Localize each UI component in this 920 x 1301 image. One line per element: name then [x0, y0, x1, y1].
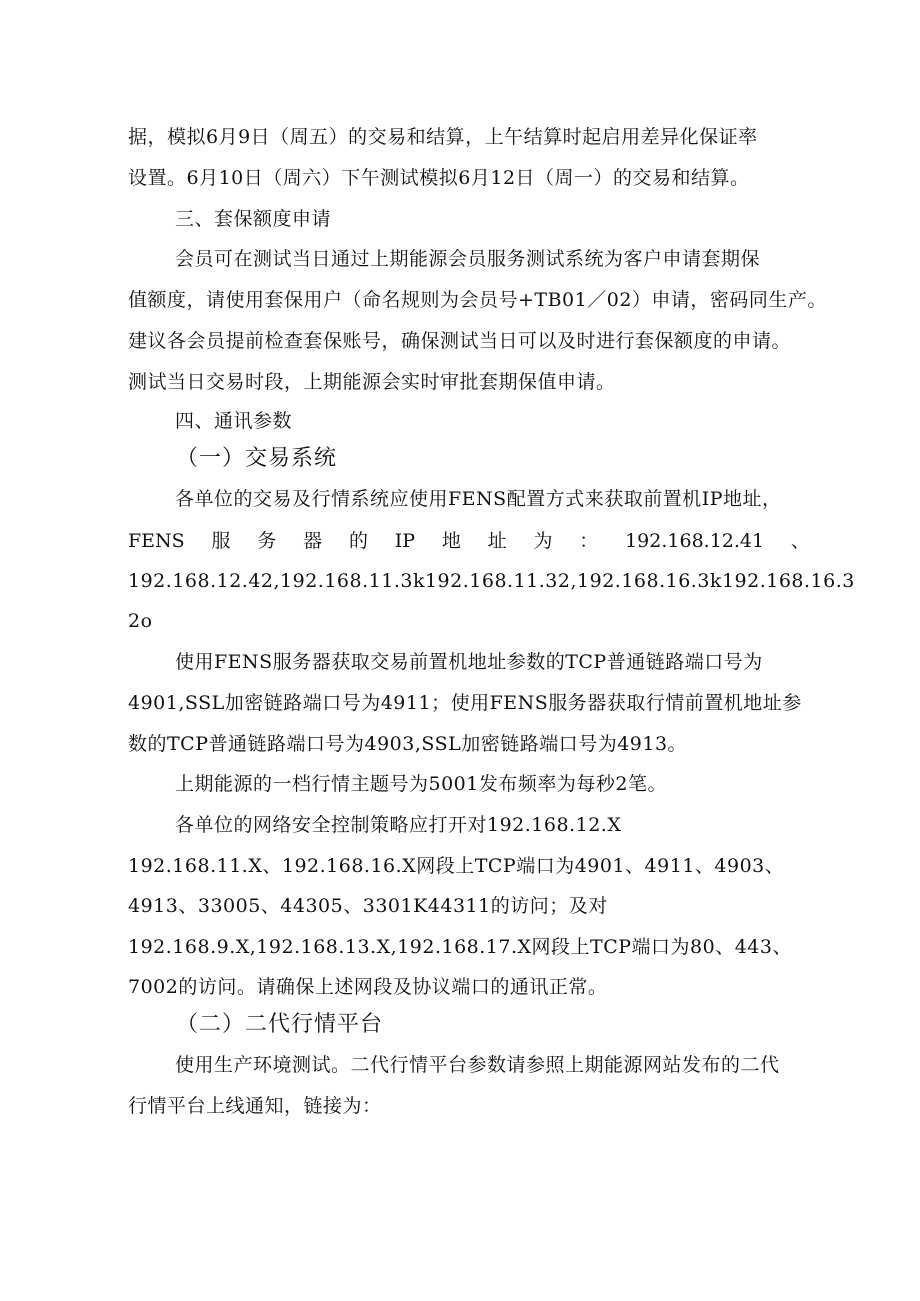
paragraph-line: 2o: [128, 610, 153, 632]
paragraph-line: 4901,SSL加密链路端口号为4911；使用FENS服务器获取行情前置机地址参: [128, 692, 802, 714]
paragraph-line: 192.168.12.42,192.168.11.3k192.168.11.32,192.168.16.3k192.168.16.3: [128, 570, 855, 592]
word: 器: [303, 530, 323, 552]
word: 服: [211, 530, 231, 552]
word: 、: [790, 530, 810, 552]
fens-server-line: [128, 528, 810, 554]
paragraph-line: 192.168.9.X,192.168.13.X,192.168.17.X网段上TCP端口为80、443、: [128, 936, 792, 958]
paragraph-line: 使用FENS服务器获取交易前置机地址参数的TCP普通链路端口号为: [175, 651, 763, 673]
subsection-heading-market-data: （二）二代行情平台: [176, 1012, 384, 1037]
paragraph-line: 192.168.11.X、192.168.16.X网段上TCP端口为4901、4911、4903、: [128, 855, 785, 877]
paragraph-line: 测试当日交易时段，上期能源会实时审批套期保值申请。: [128, 371, 616, 393]
paragraph-line: 使用生产环境测试。二代行情平台参数请参照上期能源网站发布的二代: [175, 1054, 780, 1076]
paragraph-line: 4913、33005、44305、3301K44311的访问；及对: [128, 895, 608, 917]
subsection-heading-trading: （一）交易系统: [176, 446, 338, 471]
word: 192.168.12.41: [625, 530, 765, 552]
paragraph-line: 数的TCP普通链路端口号为4903,SSL加密链路端口号为4913。: [128, 733, 688, 755]
paragraph-line: 各单位的交易及行情系统应使用FENS配置方式来获取前置机IP地址，: [175, 488, 782, 510]
word: ：: [579, 530, 599, 552]
paragraph-line: 各单位的网络安全控制策略应打开对192.168.12.X: [175, 814, 622, 836]
section-heading-4: 四、通讯参数: [175, 410, 293, 432]
word: 址: [487, 530, 507, 552]
paragraph-line: 行情平台上线通知，链接为：: [128, 1095, 382, 1117]
section-heading-3: 三、套保额度申请: [175, 208, 332, 230]
paragraph-line: 上期能源的一档行情主题号为5001发布频率为每秒2笔。: [175, 773, 667, 795]
word: FENS: [128, 530, 185, 552]
word: 务: [257, 530, 277, 552]
word: 为: [533, 530, 553, 552]
paragraph-line: 会员可在测试当日通过上期能源会员服务测试系统为客户申请套期保: [175, 248, 761, 270]
paragraph-line: 据，模拟6月9日（周五）的交易和结算，上午结算时起启用差异化保证率: [128, 126, 758, 148]
word: IP: [394, 530, 416, 552]
word: 地: [441, 530, 461, 552]
paragraph-line: 值额度，请使用套保用户（命名规则为会员号+TB01／02）申请，密码同生产。: [128, 289, 827, 311]
paragraph-line: 7002的访问。请确保上述网段及协议端口的通讯正常。: [128, 976, 608, 998]
paragraph-line: 建议各会员提前检查套保账号，确保测试当日可以及时进行套保额度的申请。: [128, 330, 792, 352]
paragraph-line: 设置。6月10日（周六）下午测试模拟6月12日（周一）的交易和结算。: [128, 167, 750, 189]
word: 的: [348, 530, 368, 552]
